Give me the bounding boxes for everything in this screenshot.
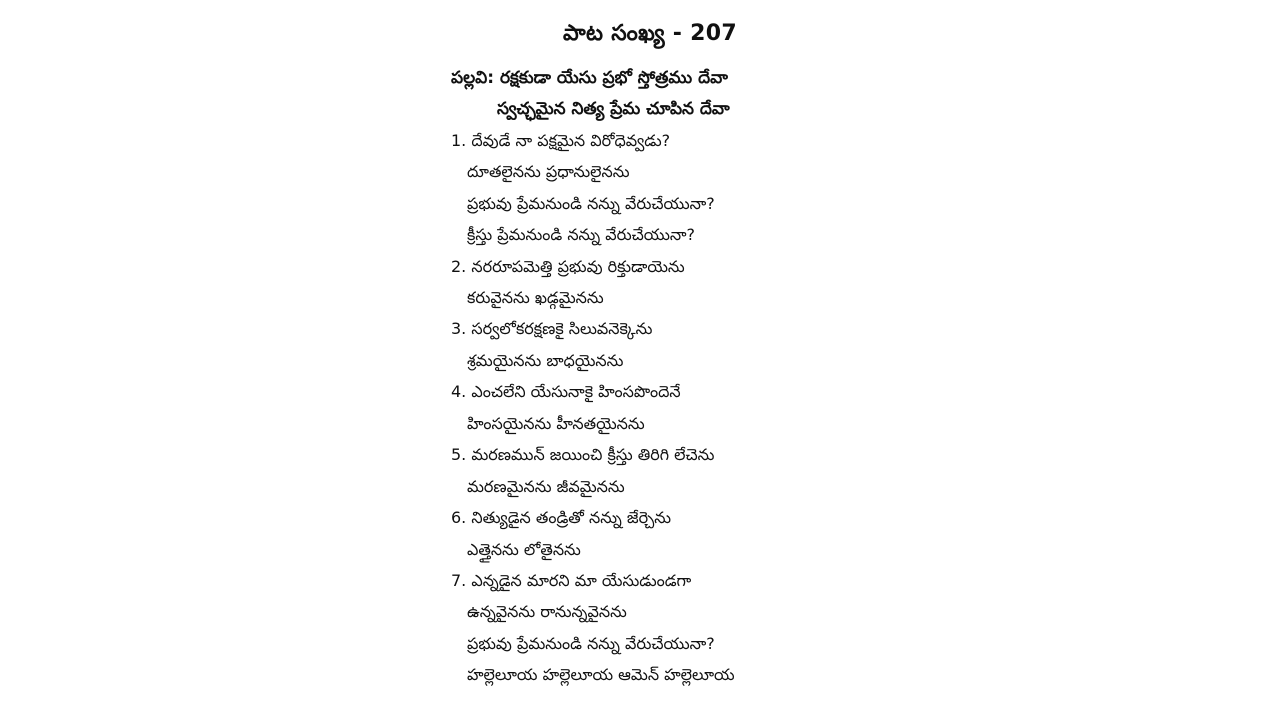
verse-2-line-2: కరువైనను ఖడ్గమైనను: [467, 288, 604, 307]
verse-1-line-1: 1. దేవుడే నా పక్షమైన విరోధెవ్వడు?: [451, 131, 671, 150]
verse-7-line-2: ఉన్నవైనను రానున్నవైనను: [467, 602, 627, 621]
song-title: పాట సంఖ్య - 207: [562, 21, 738, 46]
verse-4-line-1: 4. ఎంచలేని యేసునాకై హింసపొందెనే: [451, 382, 681, 401]
verse-1-line-4: క్రీస్తు ప్రేమనుండి నన్ను వేరుచేయునా?: [467, 225, 696, 244]
verse-1-line-2: దూతలైనను ప్రధానులైనను: [467, 162, 630, 181]
verse-2-line-1: 2. నరరూపమెత్తి ప్రభువు రిక్తుడాయెను: [451, 257, 685, 276]
verse-3-line-2: శ్రమయైనను బాధయైనను: [467, 351, 624, 370]
verse-5-line-2: మరణమైనను జీవమైనను: [467, 477, 625, 496]
verse-7-line-4: హల్లెలూయ హల్లెలూయ ఆమెన్ హల్లెలూయ: [467, 665, 735, 684]
verse-5-line-1: 5. మరణమున్ జయించి క్రీస్తు తిరిగి లేచెను: [451, 445, 715, 464]
verse-7-line-1: 7. ఎన్నడైన మారని మా యేసుడుండగా: [451, 571, 692, 590]
verse-6-line-1: 6. నిత్యుడైన తండ్రితో నన్ను జేర్చెను: [451, 508, 672, 527]
verse-6-line-2: ఎత్తైనను లోతైనను: [467, 540, 581, 559]
verse-3-line-1: 3. సర్వలోకరక్షణకై సిలువనెక్కెను: [451, 319, 653, 338]
verse-7-line-3: ప్రభువు ప్రేమనుండి నన్ను వేరుచేయునా?: [467, 634, 715, 653]
verse-1-line-3: ప్రభువు ప్రేమనుండి నన్ను వేరుచేయునా?: [467, 194, 715, 213]
pallavi-line-2: స్వచ్ఛమైన నిత్య ప్రేమ చూపిన దేవా: [497, 99, 730, 119]
verse-4-line-2: హింసయైనను హీనతయైనను: [467, 414, 645, 433]
pallavi-line-1: పల్లవి: రక్షకుడా యేసు ప్రభో స్తోత్రము దేవా: [451, 68, 728, 88]
